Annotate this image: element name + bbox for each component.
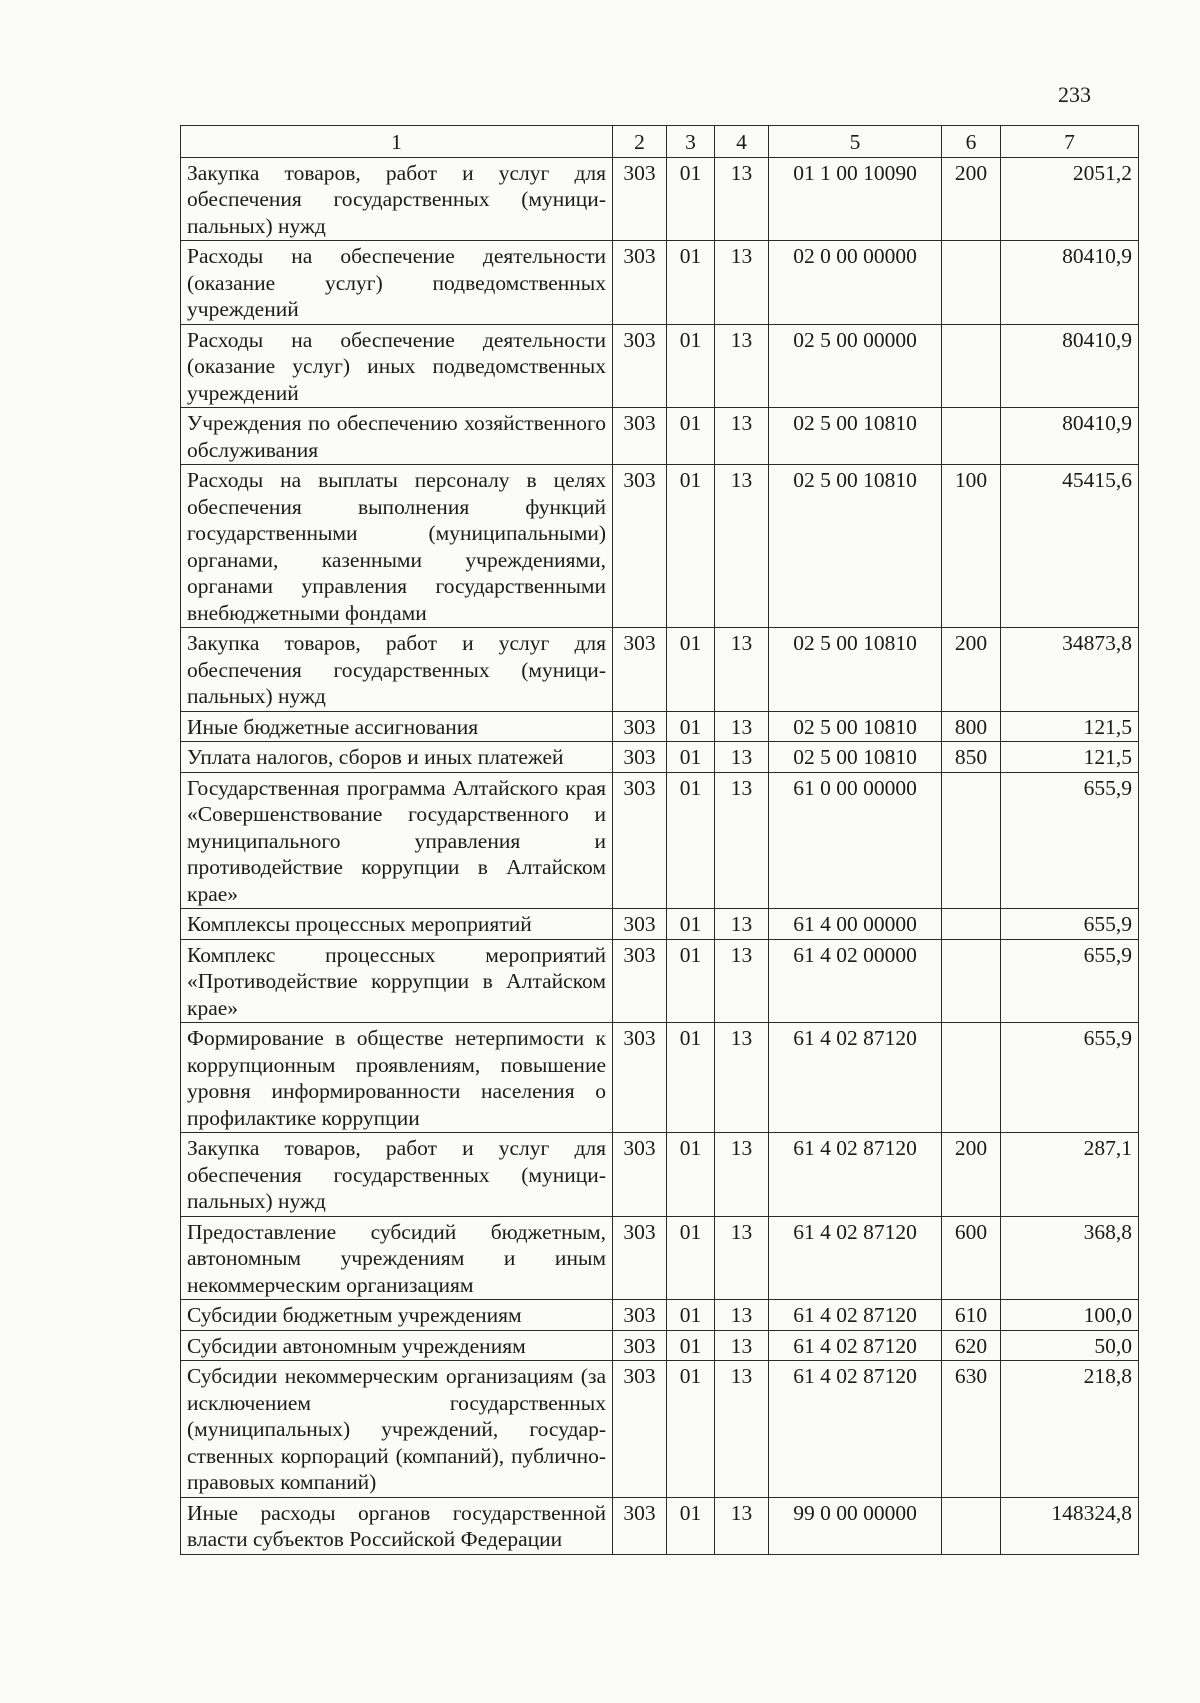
chapter-cell: 303 bbox=[613, 408, 667, 465]
target-article-cell: 61 4 02 87120 bbox=[769, 1300, 942, 1331]
target-article-cell: 61 4 02 87120 bbox=[769, 1216, 942, 1300]
amount-cell: 287,1 bbox=[1001, 1133, 1139, 1217]
target-article-cell: 02 0 00 00000 bbox=[769, 241, 942, 325]
amount-cell: 121,5 bbox=[1001, 711, 1139, 742]
amount-cell: 655,9 bbox=[1001, 772, 1139, 909]
chapter-cell: 303 bbox=[613, 772, 667, 909]
table-row bbox=[181, 1361, 1139, 1498]
chapter-cell: 303 bbox=[613, 324, 667, 408]
expense-type-cell: 800 bbox=[942, 711, 1001, 742]
expense-type-cell bbox=[942, 241, 1001, 325]
amount-cell: 80410,9 bbox=[1001, 408, 1139, 465]
section-cell: 01 bbox=[667, 1361, 715, 1498]
section-cell: 01 bbox=[667, 1133, 715, 1217]
table-header-row bbox=[181, 126, 1139, 158]
table-row bbox=[181, 1133, 1139, 1217]
table-row bbox=[181, 772, 1139, 909]
amount-cell: 45415,6 bbox=[1001, 465, 1139, 628]
expense-type-cell bbox=[942, 772, 1001, 909]
column-header: 5 bbox=[769, 126, 942, 158]
section-cell: 01 bbox=[667, 772, 715, 909]
row-name-cell: Иные расходы органов государственной власти субъектов Российской Федерации bbox=[181, 1497, 613, 1554]
column-header: 2 bbox=[613, 126, 667, 158]
amount-cell: 80410,9 bbox=[1001, 324, 1139, 408]
row-name-cell: Закупка товаров, работ и услуг для обеспечения государственных (муниципальных) нужд bbox=[181, 628, 613, 712]
chapter-cell: 303 bbox=[613, 711, 667, 742]
expense-type-cell: 850 bbox=[942, 742, 1001, 773]
subsection-cell: 13 bbox=[715, 742, 769, 773]
target-article-cell: 02 5 00 10810 bbox=[769, 742, 942, 773]
subsection-cell: 13 bbox=[715, 772, 769, 909]
section-cell: 01 bbox=[667, 1023, 715, 1133]
subsection-cell: 13 bbox=[715, 1023, 769, 1133]
amount-cell: 218,8 bbox=[1001, 1361, 1139, 1498]
amount-cell: 121,5 bbox=[1001, 742, 1139, 773]
chapter-cell: 303 bbox=[613, 1300, 667, 1331]
expense-type-cell bbox=[942, 939, 1001, 1023]
subsection-cell: 13 bbox=[715, 1497, 769, 1554]
section-cell: 01 bbox=[667, 1497, 715, 1554]
table-row bbox=[181, 939, 1139, 1023]
chapter-cell: 303 bbox=[613, 157, 667, 241]
row-name-cell: Предоставление субсидий бюджетным, автономным учреждениям и иным некоммерческим организациям bbox=[181, 1216, 613, 1300]
section-cell: 01 bbox=[667, 742, 715, 773]
amount-cell: 34873,8 bbox=[1001, 628, 1139, 712]
target-article-cell: 61 4 02 87120 bbox=[769, 1133, 942, 1217]
table-row bbox=[181, 711, 1139, 742]
subsection-cell: 13 bbox=[715, 324, 769, 408]
row-name-cell: Государственная программа Алтайского края «Совершенствование государственного и муниципального управления и противодействие коррупции в Алтайском крае» bbox=[181, 772, 613, 909]
table-row bbox=[181, 324, 1139, 408]
table-row bbox=[181, 1216, 1139, 1300]
chapter-cell: 303 bbox=[613, 1023, 667, 1133]
row-name-cell: Комплексы процессных мероприятий bbox=[181, 909, 613, 940]
table-row bbox=[181, 465, 1139, 628]
chapter-cell: 303 bbox=[613, 1361, 667, 1498]
row-name-cell: Закупка товаров, работ и услуг для обеспечения государственных (муниципальных) нужд bbox=[181, 1133, 613, 1217]
table-row bbox=[181, 1330, 1139, 1361]
section-cell: 01 bbox=[667, 408, 715, 465]
row-name-cell: Формирование в обществе нетерпимости к коррупционным проявлениям, повышение уровня информированности населения о профилактике коррупции bbox=[181, 1023, 613, 1133]
expense-type-cell: 620 bbox=[942, 1330, 1001, 1361]
target-article-cell: 61 0 00 00000 bbox=[769, 772, 942, 909]
target-article-cell: 61 4 02 00000 bbox=[769, 939, 942, 1023]
subsection-cell: 13 bbox=[715, 1330, 769, 1361]
chapter-cell: 303 bbox=[613, 628, 667, 712]
row-name-cell: Расходы на обеспечение деятельности (оказание услуг) подведомственных учреждений bbox=[181, 241, 613, 325]
chapter-cell: 303 bbox=[613, 1497, 667, 1554]
page-number: 233 bbox=[1058, 82, 1091, 107]
chapter-cell: 303 bbox=[613, 1216, 667, 1300]
subsection-cell: 13 bbox=[715, 939, 769, 1023]
section-cell: 01 bbox=[667, 324, 715, 408]
table-row bbox=[181, 628, 1139, 712]
target-article-cell: 02 5 00 00000 bbox=[769, 324, 942, 408]
table-row bbox=[181, 1023, 1139, 1133]
expense-type-cell: 200 bbox=[942, 157, 1001, 241]
chapter-cell: 303 bbox=[613, 742, 667, 773]
expense-type-cell: 200 bbox=[942, 628, 1001, 712]
target-article-cell: 02 5 00 10810 bbox=[769, 628, 942, 712]
expense-type-cell bbox=[942, 408, 1001, 465]
subsection-cell: 13 bbox=[715, 1133, 769, 1217]
amount-cell: 148324,8 bbox=[1001, 1497, 1139, 1554]
subsection-cell: 13 bbox=[715, 628, 769, 712]
section-cell: 01 bbox=[667, 939, 715, 1023]
section-cell: 01 bbox=[667, 241, 715, 325]
subsection-cell: 13 bbox=[715, 711, 769, 742]
column-header: 4 bbox=[715, 126, 769, 158]
expense-type-cell bbox=[942, 909, 1001, 940]
section-cell: 01 bbox=[667, 157, 715, 241]
target-article-cell: 01 1 00 10090 bbox=[769, 157, 942, 241]
target-article-cell: 61 4 02 87120 bbox=[769, 1330, 942, 1361]
target-article-cell: 02 5 00 10810 bbox=[769, 711, 942, 742]
target-article-cell: 61 4 02 87120 bbox=[769, 1361, 942, 1498]
subsection-cell: 13 bbox=[715, 465, 769, 628]
table-row bbox=[181, 1300, 1139, 1331]
subsection-cell: 13 bbox=[715, 1300, 769, 1331]
section-cell: 01 bbox=[667, 1216, 715, 1300]
row-name-cell: Субсидии автономным учреждениям bbox=[181, 1330, 613, 1361]
row-name-cell: Учреждения по обеспечению хозяйственного обслуживания bbox=[181, 408, 613, 465]
expense-type-cell: 100 bbox=[942, 465, 1001, 628]
table-row bbox=[181, 241, 1139, 325]
chapter-cell: 303 bbox=[613, 939, 667, 1023]
chapter-cell: 303 bbox=[613, 1133, 667, 1217]
subsection-cell: 13 bbox=[715, 1361, 769, 1498]
subsection-cell: 13 bbox=[715, 1216, 769, 1300]
amount-cell: 50,0 bbox=[1001, 1330, 1139, 1361]
section-cell: 01 bbox=[667, 711, 715, 742]
expense-type-cell bbox=[942, 1497, 1001, 1554]
target-article-cell: 61 4 02 87120 bbox=[769, 1023, 942, 1133]
row-name-cell: Субсидии некоммерческим организациям (за исключением государственных (муниципальных) учреждений, государственных корпораций (компаний), публично-правовых компаний) bbox=[181, 1361, 613, 1498]
amount-cell: 655,9 bbox=[1001, 939, 1139, 1023]
target-article-cell: 02 5 00 10810 bbox=[769, 465, 942, 628]
expense-type-cell bbox=[942, 1023, 1001, 1133]
amount-cell: 100,0 bbox=[1001, 1300, 1139, 1331]
row-name-cell: Субсидии бюджетным учреждениям bbox=[181, 1300, 613, 1331]
row-name-cell: Расходы на выплаты персоналу в целях обеспечения выполнения функций государственными (муниципальными) органами, казенными учреждениями, органами управления государственными внебюджетными фондами bbox=[181, 465, 613, 628]
expense-type-cell: 610 bbox=[942, 1300, 1001, 1331]
budget-table bbox=[180, 125, 1139, 1555]
column-header: 1 bbox=[181, 126, 613, 158]
table-row bbox=[181, 909, 1139, 940]
expense-type-cell: 200 bbox=[942, 1133, 1001, 1217]
row-name-cell: Уплата налогов, сборов и иных платежей bbox=[181, 742, 613, 773]
subsection-cell: 13 bbox=[715, 157, 769, 241]
section-cell: 01 bbox=[667, 909, 715, 940]
column-header: 3 bbox=[667, 126, 715, 158]
row-name-cell: Комплекс процессных мероприятий «Противодействие коррупции в Алтайском крае» bbox=[181, 939, 613, 1023]
expense-type-cell: 630 bbox=[942, 1361, 1001, 1498]
table-row bbox=[181, 1497, 1139, 1554]
section-cell: 01 bbox=[667, 628, 715, 712]
section-cell: 01 bbox=[667, 465, 715, 628]
amount-cell: 368,8 bbox=[1001, 1216, 1139, 1300]
target-article-cell: 61 4 00 00000 bbox=[769, 909, 942, 940]
subsection-cell: 13 bbox=[715, 909, 769, 940]
section-cell: 01 bbox=[667, 1330, 715, 1361]
column-header: 6 bbox=[942, 126, 1001, 158]
chapter-cell: 303 bbox=[613, 909, 667, 940]
target-article-cell: 99 0 00 00000 bbox=[769, 1497, 942, 1554]
table-row bbox=[181, 408, 1139, 465]
column-header: 7 bbox=[1001, 126, 1139, 158]
subsection-cell: 13 bbox=[715, 241, 769, 325]
row-name-cell: Расходы на обеспечение деятельности (оказание услуг) иных подведомственных учреждений bbox=[181, 324, 613, 408]
section-cell: 01 bbox=[667, 1300, 715, 1331]
expense-type-cell: 600 bbox=[942, 1216, 1001, 1300]
table-row bbox=[181, 742, 1139, 773]
subsection-cell: 13 bbox=[715, 408, 769, 465]
amount-cell: 2051,2 bbox=[1001, 157, 1139, 241]
table-row bbox=[181, 157, 1139, 241]
target-article-cell: 02 5 00 10810 bbox=[769, 408, 942, 465]
amount-cell: 655,9 bbox=[1001, 909, 1139, 940]
chapter-cell: 303 bbox=[613, 1330, 667, 1361]
amount-cell: 80410,9 bbox=[1001, 241, 1139, 325]
amount-cell: 655,9 bbox=[1001, 1023, 1139, 1133]
chapter-cell: 303 bbox=[613, 465, 667, 628]
row-name-cell: Иные бюджетные ассигнования bbox=[181, 711, 613, 742]
expense-type-cell bbox=[942, 324, 1001, 408]
chapter-cell: 303 bbox=[613, 241, 667, 325]
row-name-cell: Закупка товаров, работ и услуг для обеспечения государственных (муниципальных) нужд bbox=[181, 157, 613, 241]
